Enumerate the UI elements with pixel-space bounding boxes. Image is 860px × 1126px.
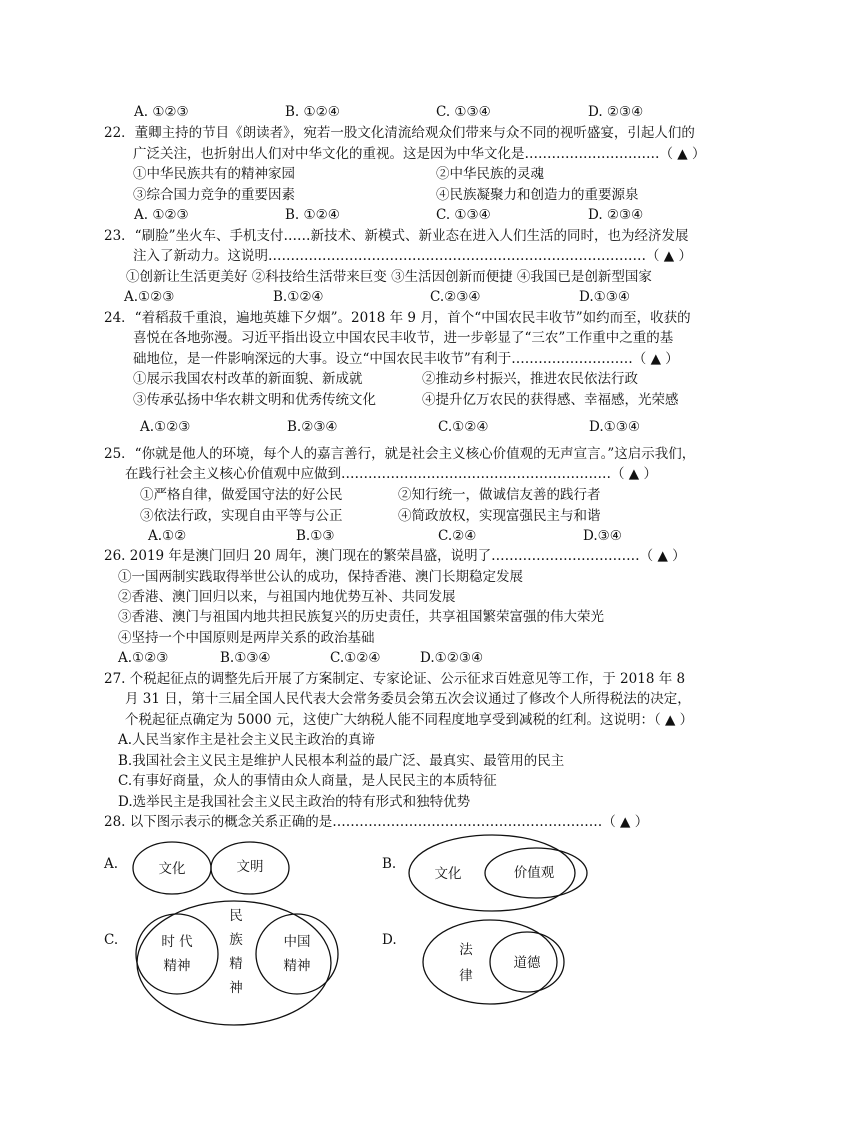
q23-option-c: C.②③④: [430, 289, 481, 305]
q26-stem: 26. 2019 年是澳门回归 20 周年，澳门现在的繁荣昌盛，说明了……………………………（ ▲ ）: [104, 548, 686, 564]
q24-item-2: ②推动乡村振兴，推进农民依法行政: [422, 371, 638, 387]
q25-option-d: D.③④: [583, 528, 622, 544]
q22-item-4: ④民族凝聚力和创造力的重要源泉: [436, 187, 639, 203]
q25-option-b: B.①③: [296, 528, 335, 544]
diagram-c-right-label-2: 精神: [283, 958, 311, 974]
q22-item-1: ①中华民族共有的精神家园: [133, 166, 295, 182]
diagram-c-letter: C.: [104, 932, 119, 948]
q26-item-2: ②香港、澳门回归以来，与祖国内地优势互补、共同发展: [118, 589, 456, 605]
q24-item-1: ①展示我国农村改革的新面貌、新成就: [133, 371, 363, 387]
q27-option-a: A.人民当家作主是社会主义民主政治的真谛: [118, 732, 376, 748]
q24-stem-line-2: 喜悦在各地弥漫。习近平指出设立中国农民丰收节，进一步彰显了“三农”工作重中之重的基: [133, 330, 674, 346]
q24-stem-line-3: 础地位，是一件影响深远的大事。设立“中国农民丰收节”有利于………………………（ ▲ ）: [133, 351, 679, 367]
diagram-c-outer-char-4: 神: [229, 980, 243, 996]
diagram-c-left-label-1: 时 代: [161, 934, 193, 950]
q24-item-3: ③传承弘扬中华农耕文明和优秀传统文化: [133, 392, 376, 408]
diagram-c-outer-char-1: 民: [229, 908, 243, 924]
diagram-b-outer-label: 文化: [434, 866, 462, 882]
q26-option-b: B.①③④: [220, 650, 271, 666]
q23-items: ①创新让生活更美好 ②科技给生活带来巨变 ③生活因创新而便捷 ④我国已是创新型国家: [126, 269, 652, 285]
q22-option-a: A. ①②③: [134, 207, 189, 223]
q26-item-1: ①一国两制实践取得举世公认的成功，保持香港、澳门长期稳定发展: [118, 569, 523, 585]
q21-option-a: A. ①②③: [134, 104, 189, 120]
q27-option-d: D.选举民主是我国社会主义民主政治的特有形式和独特优势: [118, 794, 471, 810]
diagram-b-inner-label: 价值观: [513, 865, 555, 881]
q27-stem-line-3: 个税起征点确定为 5000 元，这使广大纳税人能不同程度地享受到减税的红利。这说明：（ ▲ ）: [125, 712, 694, 728]
diagram-d-letter: D.: [382, 932, 397, 948]
q24-option-b: B.②③④: [287, 419, 338, 435]
q22-option-b: B. ①②④: [285, 207, 340, 223]
diagram-c-left-circle: [136, 914, 218, 994]
q27-option-c: C.有事好商量，众人的事情由众人商量，是人民民主的本质特征: [118, 773, 497, 789]
q24-option-c: C.①②④: [438, 419, 489, 435]
q24-option-d: D.①③④: [589, 419, 640, 435]
q24-stem-line-1: 24．“着稻菽千重浪，遍地英雄下夕烟”。2018 年 9 月，首个“中国农民丰收节”如约而至，收获的: [104, 310, 691, 326]
diagram-a-right-label: 文明: [236, 859, 264, 875]
q26-option-d: D.①②③④: [420, 650, 484, 666]
q25-item-2: ②知行统一，做诚信友善的践行者: [398, 487, 601, 503]
q26-item-3: ③香港、澳门与祖国内地共担民族复兴的历史责任，共享祖国繁荣富强的伟大荣光: [118, 609, 604, 625]
diagram-d-outer-char-1: 法: [459, 942, 473, 958]
q23-option-d: D.①③④: [579, 289, 630, 305]
diagram-c-left-label-2: 精神: [163, 958, 191, 974]
q21-option-b: B. ①②④: [285, 104, 340, 120]
q27-stem-line-1: 27. 个税起征点的调整先后开展了方案制定、专家论证、公示征求百姓意见等工作，于 2018 年 8: [104, 671, 686, 687]
q24-option-a: A.①②③: [140, 419, 191, 435]
q26-option-c: C.①②④: [330, 650, 381, 666]
diagram-b-letter: B.: [382, 856, 397, 872]
q26-option-a: A.①②③: [118, 650, 169, 666]
q23-option-a: A.①②③: [124, 289, 175, 305]
q22-option-c: C. ①③④: [436, 207, 491, 223]
diagram-a-letter: A.: [104, 856, 119, 872]
q22-item-3: ③综合国力竞争的重要因素: [133, 187, 295, 203]
q25-item-4: ④简政放权，实现富强民主与和谐: [398, 508, 601, 524]
diagram-d-outer-char-2: 律: [459, 968, 473, 984]
diagram-c-right-label-1: 中国: [283, 934, 311, 950]
diagram-d-inner-label: 道德: [513, 955, 541, 971]
q22-stem-line-2: 广泛关注，也折射出人们对中华文化的重视。这是因为中华文化是…………………………（ ▲ ）: [133, 146, 706, 162]
q28-stem: 28. 以下图示表示的概念关系正确的是……………………………………………………（ ▲ ）: [104, 814, 649, 830]
diagram-c-right-circle: [256, 914, 338, 994]
diagram-a-left-label: 文化: [158, 861, 186, 877]
q22-item-2: ②中华民族的灵魂: [436, 166, 544, 182]
q27-option-b: B.我国社会主义民主是维护人民根本利益的最广泛、最真实、最管用的民主: [118, 753, 565, 769]
q25-item-1: ①严格自律，做爱国守法的好公民: [140, 487, 343, 503]
concept-diagrams: [0, 830, 860, 1120]
q22-option-d: D. ②③④: [588, 207, 644, 223]
q26-item-4: ④坚持一个中国原则是两岸关系的政治基础: [118, 630, 375, 646]
q25-item-3: ③依法行政，实现自由平等与公正: [140, 508, 343, 524]
diagram-c-outer-char-2: 族: [229, 932, 243, 948]
q25-option-a: A.①②: [148, 528, 187, 544]
q25-option-c: C.②④: [438, 528, 477, 544]
q25-stem-line-2: 在践行社会主义核心价值观中应做到……………………………………………………（ ▲ ）: [125, 466, 657, 482]
q23-stem-line-1: 23．“刷脸”坐火车、手机支付……新技术、新模式、新业态在进入人们生活的同时，也为经济发展: [104, 228, 689, 244]
q22-stem-line-1: 22．董卿主持的节目《朗读者》，宛若一股文化清流给观众们带来与众不同的视听盛宴，引起人们的: [104, 125, 695, 141]
q21-option-c: C. ①③④: [436, 104, 491, 120]
diagram-c-outer-char-3: 精: [229, 956, 243, 972]
q23-stem-line-2: 注入了新动力。这说明…………………………………………………………………………（ ▲ ）: [133, 248, 692, 264]
q25-stem-line-1: 25．“你就是他人的环境，每个人的嘉言善行，就是社会主义核心价值观的无声宣言。”这启示我们，: [104, 446, 696, 462]
q24-item-4: ④提升亿万农民的获得感、幸福感，光荣感: [422, 392, 679, 408]
q27-stem-line-2: 月 31 日，第十三届全国人民代表大会常务委员会第五次会议通过了修改个人所得税法的决定，: [125, 691, 691, 707]
q23-option-b: B.①②④: [273, 289, 324, 305]
q21-option-d: D. ②③④: [588, 104, 644, 120]
